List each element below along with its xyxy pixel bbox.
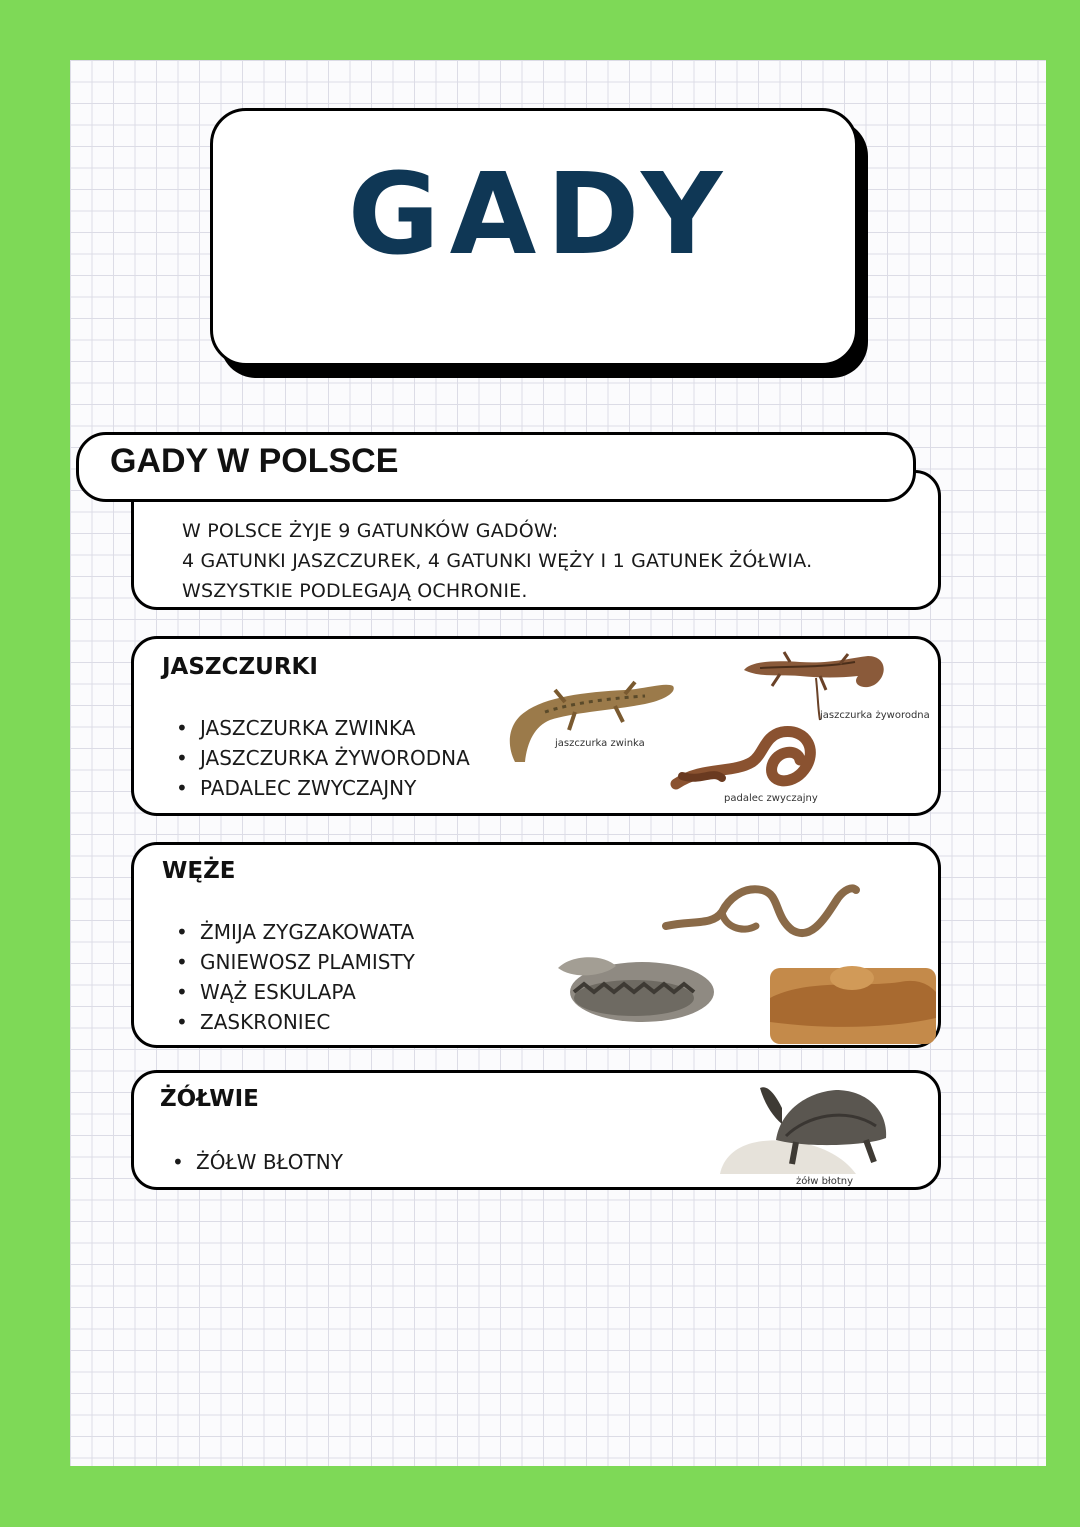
list-item: • JASZCZURKA ZWINKA xyxy=(176,716,415,740)
list-item: • ŻÓŁW BŁOTNY xyxy=(172,1150,343,1174)
slow-worm-illustration xyxy=(672,726,822,794)
page-title: GADY xyxy=(347,150,733,280)
intro-line: W POLSCE ŻYJE 9 GATUNKÓW GADÓW: xyxy=(182,520,559,542)
adder-illustration xyxy=(554,946,718,1026)
caption-slow-worm: padalec zwyczajny xyxy=(724,793,818,804)
smooth-snake-illustration xyxy=(662,876,862,946)
pond-turtle-illustration xyxy=(716,1076,892,1176)
lizards-title: JASZCZURKI xyxy=(162,654,318,680)
list-item: • GNIEWOSZ PLAMISTY xyxy=(176,950,415,974)
list-item: • PADALEC ZWYCZAJNY xyxy=(176,776,416,800)
intro-line: WSZYSTKIE PODLEGAJĄ OCHRONIE. xyxy=(182,580,528,602)
caption-viviparous-lizard: jaszczurka żyworodna xyxy=(820,710,930,721)
sand-lizard-illustration xyxy=(505,672,680,772)
snakes-title: WĘŻE xyxy=(162,858,236,884)
list-item: • ŻMIJA ZYGZAKOWATA xyxy=(176,920,414,944)
caption-sand-lizard: jaszczurka zwinka xyxy=(555,738,645,749)
list-item: • JASZCZURKA ŻYWORODNA xyxy=(176,746,470,770)
list-item: • WĄŻ ESKULAPA xyxy=(176,980,356,1004)
intro-heading: GADY W POLSCE xyxy=(110,442,399,480)
turtles-title: ŻÓŁWIE xyxy=(160,1086,259,1112)
aesculapian-snake-illustration xyxy=(770,958,936,1044)
caption-pond-turtle: żółw błotny xyxy=(796,1176,854,1187)
list-item: • ZASKRONIEC xyxy=(176,1010,330,1034)
intro-line: 4 GATUNKI JASZCZUREK, 4 GATUNKI WĘŻY I 1 GATUNEK ŻÓŁWIA. xyxy=(182,550,813,572)
